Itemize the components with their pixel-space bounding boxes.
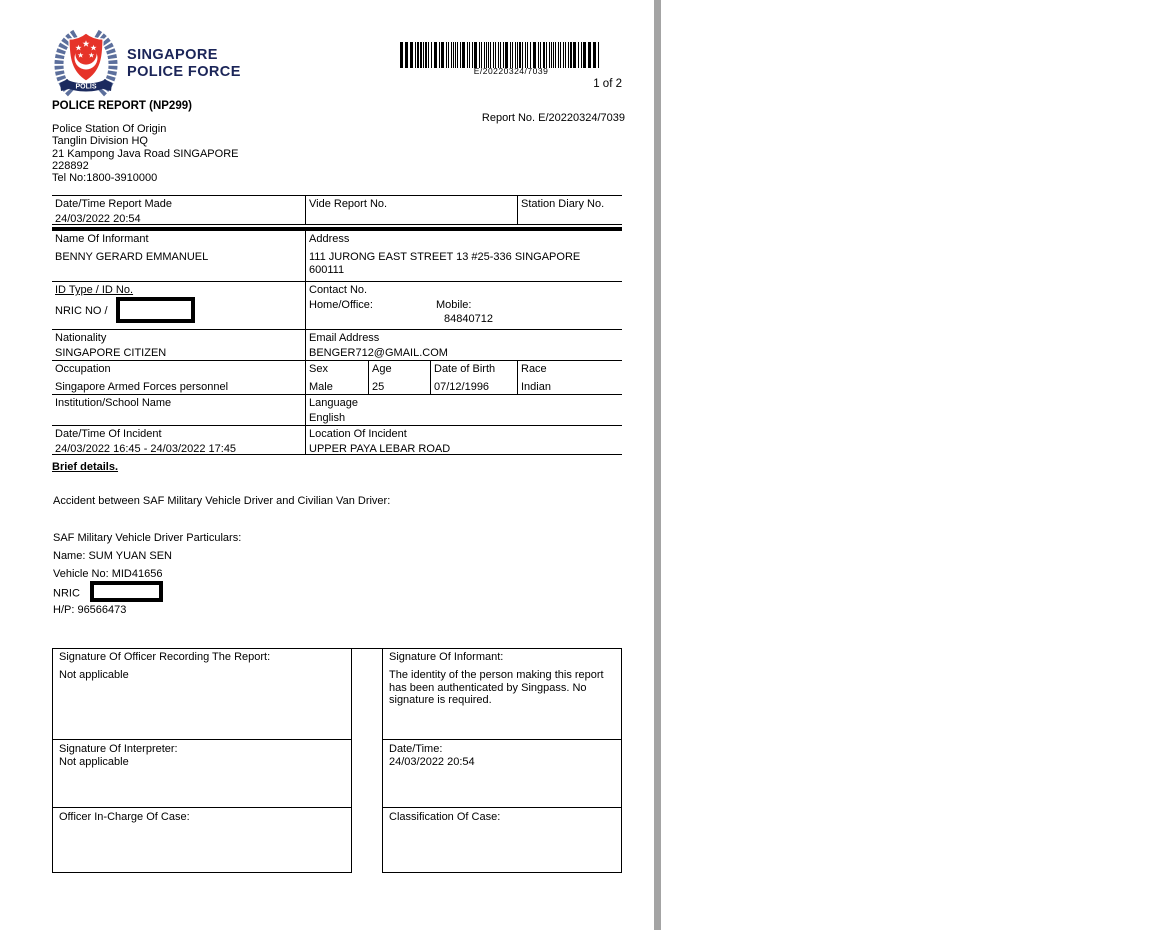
station-postal: 228892 xyxy=(52,159,89,172)
spf-crest-logo xyxy=(52,27,120,103)
informant-name-value: BENNY GERARD EMMANUEL xyxy=(55,251,209,263)
age-label: Age xyxy=(372,363,392,375)
station-name: Tanglin Division HQ xyxy=(52,135,148,148)
brief-line-accident: Accident between SAF Military Vehicle Driver and Civilian Van Driver: xyxy=(53,495,391,507)
station-of-origin-block xyxy=(52,123,238,184)
page-indicator: 1 of 2 xyxy=(593,78,622,90)
brief-details-heading: Brief details. xyxy=(52,461,119,473)
agency-name-line1: SINGAPORE xyxy=(127,46,218,63)
cell-station-diary-no xyxy=(517,196,622,224)
brief-line-nric xyxy=(53,585,163,602)
station-tel: Tel No:1800-3910000 xyxy=(52,172,158,185)
cell-occupation xyxy=(52,361,305,394)
email-label: Email Address xyxy=(309,332,380,344)
cell-contact-no xyxy=(305,282,622,329)
brief-line-particulars: SAF Military Vehicle Driver Particulars: xyxy=(53,532,242,544)
incident-datetime-label: Date/Time Of Incident xyxy=(55,428,162,440)
blank-right-pane xyxy=(661,0,1152,930)
signature-informant-value: The identity of the person making this report has been authenticated by Singpass. No signature is required. xyxy=(389,669,604,706)
language-value: English xyxy=(309,412,346,424)
id-type-label: ID Type / ID No. xyxy=(55,284,134,296)
race-label: Race xyxy=(521,363,547,375)
station-label: Police Station Of Origin xyxy=(52,123,167,135)
incident-location-value: UPPER PAYA LEBAR ROAD xyxy=(309,443,451,454)
cell-signature-officer xyxy=(53,648,351,740)
signature-officer-value: Not applicable xyxy=(59,669,129,681)
signature-right-column xyxy=(382,648,622,873)
brief-line-name: Name: SUM YUAN SEN xyxy=(53,550,172,562)
address-label: Address xyxy=(309,233,350,245)
cell-date-time-report-made xyxy=(52,196,305,224)
classification-label: Classification Of Case: xyxy=(389,811,501,823)
signature-datetime-value: 24/03/2022 20:54 xyxy=(389,756,475,768)
signature-interpreter-value: Not applicable xyxy=(59,756,129,768)
officer-in-charge-label: Officer In-Charge Of Case: xyxy=(59,811,190,823)
cell-nationality xyxy=(52,330,305,360)
cell-informant-name xyxy=(52,231,305,281)
dob-value: 07/12/1996 xyxy=(434,381,490,393)
cell-incident-datetime xyxy=(52,426,305,454)
id-type-value: NRIC NO / xyxy=(55,304,108,317)
signature-officer-label: Signature Of Officer Recording The Report: xyxy=(59,651,271,663)
institution-label: Institution/School Name xyxy=(55,397,172,409)
language-label: Language xyxy=(309,397,358,409)
cell-signature-interpreter xyxy=(53,740,351,808)
agency-wordmark xyxy=(127,46,241,80)
row-id-contact xyxy=(52,282,622,330)
contact-no-label: Contact No. xyxy=(309,284,368,296)
cell-language xyxy=(305,395,622,425)
cell-race xyxy=(517,361,622,394)
barcode xyxy=(400,42,622,68)
brief-line-phone: H/P: 96566473 xyxy=(53,604,127,616)
age-value: 25 xyxy=(372,381,385,393)
contact-sublabels xyxy=(309,299,619,312)
agency-name-line2: POLICE FORCE xyxy=(127,63,241,80)
cell-officer-in-charge xyxy=(53,808,351,872)
mobile-label: Mobile: xyxy=(436,299,472,311)
date-time-report-made-label: Date/Time Report Made xyxy=(55,198,172,210)
barcode-label: E/20220324/7039 xyxy=(473,66,549,76)
signature-left-column xyxy=(52,648,352,873)
cell-sex xyxy=(305,361,368,394)
mobile-value: 84840712 xyxy=(444,313,493,325)
cell-id-type xyxy=(52,282,305,329)
spf-crest-icon xyxy=(52,27,120,103)
cell-date-of-birth xyxy=(430,361,517,394)
cell-signature-informant xyxy=(383,648,621,740)
brief-nric-redaction-box xyxy=(90,581,163,602)
cell-incident-location xyxy=(305,426,622,454)
report-number: Report No. E/20220324/7039 xyxy=(481,112,625,124)
row-institution-language xyxy=(52,395,622,426)
nric-redaction-box xyxy=(116,297,195,323)
date-time-report-made-value: 24/03/2022 20:54 xyxy=(55,213,141,224)
report-title: POLICE REPORT (NP299) xyxy=(52,100,192,112)
cell-email xyxy=(305,330,622,360)
vide-report-no-label: Vide Report No. xyxy=(309,198,388,210)
brief-line-vehicle: Vehicle No: MID41656 xyxy=(53,568,163,580)
signature-datetime-label: Date/Time: xyxy=(389,743,443,755)
sex-value: Male xyxy=(309,381,333,393)
row-informant-name-address xyxy=(52,231,622,282)
cell-classification xyxy=(383,808,621,872)
email-value: BENGER712@GMAIL.COM xyxy=(309,347,448,359)
occupation-label: Occupation xyxy=(55,363,111,375)
row-report-made xyxy=(52,196,622,225)
row-occupation-demographics xyxy=(52,361,622,395)
report-particulars-table xyxy=(52,195,622,455)
informant-name-label: Name Of Informant xyxy=(55,233,149,245)
cell-signature-datetime xyxy=(383,740,621,808)
incident-location-label: Location Of Incident xyxy=(309,428,407,440)
row-incident xyxy=(52,426,622,455)
nationality-value: SINGAPORE CITIZEN xyxy=(55,347,167,359)
signature-informant-label: Signature Of Informant: xyxy=(389,651,504,663)
row-nationality-email xyxy=(52,330,622,361)
race-value: Indian xyxy=(521,381,551,393)
signature-interpreter-label: Signature Of Interpreter: xyxy=(59,743,178,755)
cell-vide-report-no xyxy=(305,196,517,224)
occupation-value: Singapore Armed Forces personnel xyxy=(55,381,229,393)
cell-address xyxy=(305,231,622,281)
id-type-value-line xyxy=(55,299,302,323)
station-diary-no-label: Station Diary No. xyxy=(521,198,605,210)
incident-datetime-value: 24/03/2022 16:45 - 24/03/2022 17:45 xyxy=(55,443,237,454)
vertical-divider xyxy=(654,0,661,930)
cell-institution xyxy=(52,395,305,425)
crest-banner-text: POLIS xyxy=(75,83,97,91)
cell-age xyxy=(368,361,430,394)
station-address: 21 Kampong Java Road SINGAPORE xyxy=(52,147,239,160)
dob-label: Date of Birth xyxy=(434,363,496,375)
sex-label: Sex xyxy=(309,363,328,375)
home-office-label: Home/Office: xyxy=(309,299,373,311)
address-value: 111 JURONG EAST STREET 13 #25-336 SINGAPORE 600111 xyxy=(309,251,581,276)
nationality-label: Nationality xyxy=(55,332,107,344)
brief-nric-prefix: NRIC xyxy=(53,587,80,600)
